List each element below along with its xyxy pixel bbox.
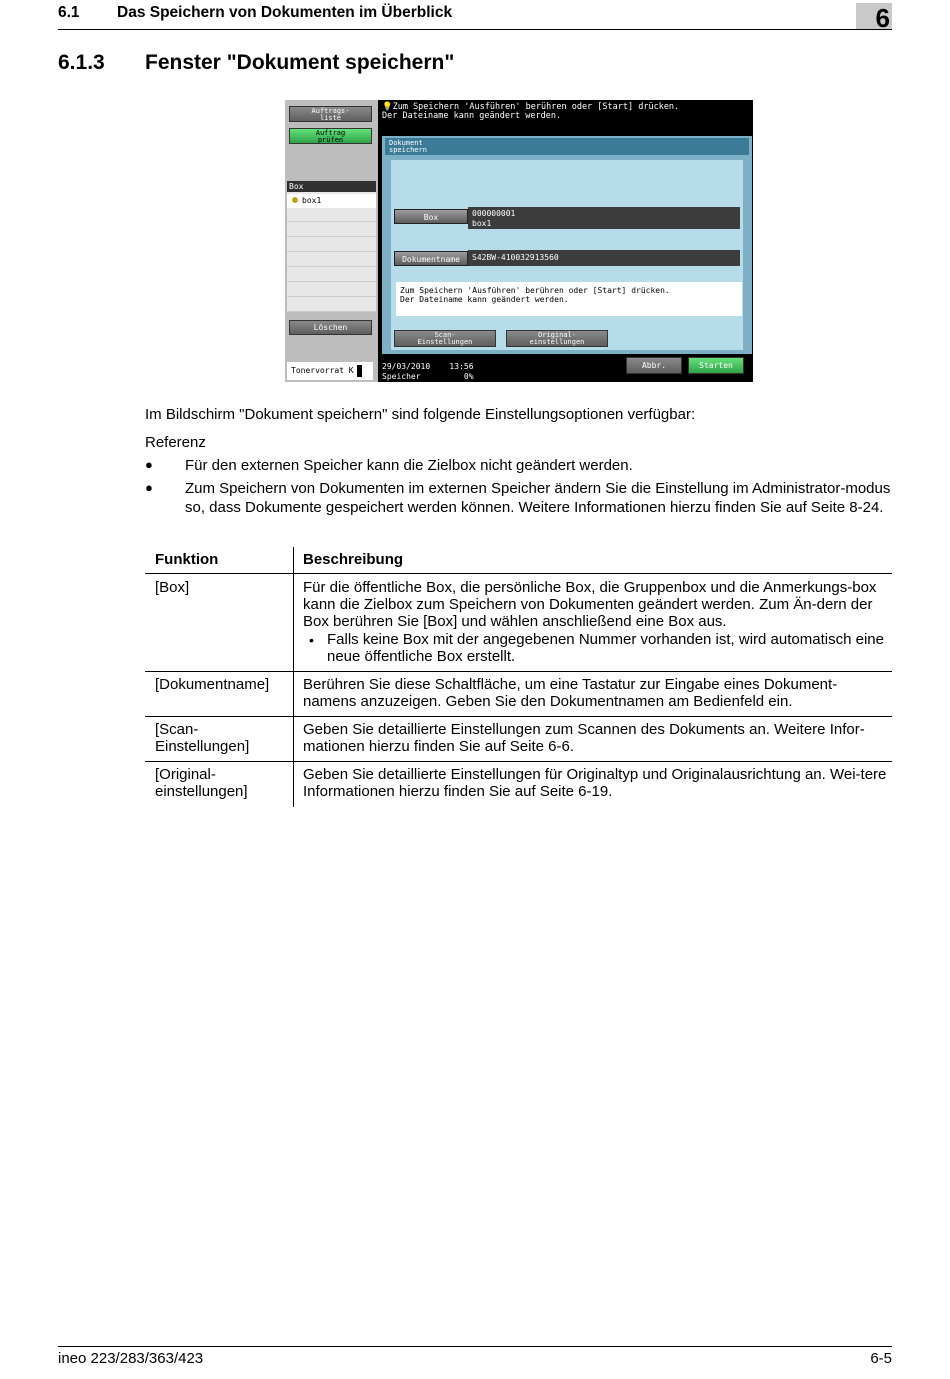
box-item-label: box1 bbox=[302, 196, 322, 205]
table-header-description: Beschreibung bbox=[303, 551, 404, 568]
box-list-item[interactable] bbox=[287, 194, 376, 208]
lightbulb-icon: 💡 bbox=[382, 102, 393, 112]
message-area bbox=[382, 103, 750, 131]
reference-label: Referenz bbox=[145, 434, 206, 451]
heading-title: Fenster "Dokument speichern" bbox=[145, 51, 455, 74]
toner-label: Tonervorrat K bbox=[291, 366, 354, 375]
table-cell-description: Geben Sie detaillierte Einstellungen zum Scannen des Dokuments an. Weitere Infor-mationen hierzu finden Sie auf Seite 6-6. bbox=[303, 721, 865, 755]
footer-model: ineo 223/283/363/423 bbox=[58, 1350, 204, 1367]
document-name-value: S42BW-410032913560 bbox=[468, 250, 740, 266]
footer-rule bbox=[58, 1346, 892, 1347]
sub-bullet-text: Falls keine Box mit der angegebenen Nummer vorhanden ist, wird automatisch eine neue öffentliche Box erstellt. bbox=[327, 631, 884, 665]
save-document-panel bbox=[382, 136, 752, 354]
box-list-header: Box bbox=[287, 181, 376, 192]
table-cell-description: Berühren Sie diese Schaltfläche, um eine Tastatur zur Eingabe eines Dokument-namens anzuzeigen. Geben Sie den Dokumentnamen am Bedienfeld ein. bbox=[303, 676, 838, 710]
sub-bullet-marker: • bbox=[309, 632, 314, 648]
message-text: Zum Speichern 'Ausführen' berühren oder [Start] drücken. Der Dateiname kann geändert werden. bbox=[382, 102, 680, 121]
table-rule bbox=[145, 761, 892, 762]
left-panel bbox=[285, 100, 378, 382]
panel-title: Dokument speichern bbox=[385, 138, 749, 155]
box-button[interactable]: Box bbox=[394, 209, 468, 224]
delete-button[interactable]: Löschen bbox=[289, 320, 372, 335]
table-cell-function: [Dokumentname] bbox=[155, 676, 270, 693]
cancel-button[interactable]: Abbr. bbox=[626, 357, 682, 374]
heading-number: 6.1.3 bbox=[58, 51, 105, 74]
section-title: Das Speichern von Dokumenten im Überblick bbox=[117, 4, 453, 21]
header-rule bbox=[58, 29, 892, 30]
toner-level-bar bbox=[357, 365, 362, 377]
table-rule bbox=[145, 716, 892, 717]
table-cell-description: Geben Sie detaillierte Einstellungen für Originaltyp und Originalausrichtung an. Wei-tere Informationen hierzu finden Sie auf Seite 6-19. bbox=[303, 766, 887, 800]
original-settings-button[interactable]: Original- einstellungen bbox=[506, 330, 608, 347]
table-rule bbox=[145, 573, 892, 574]
start-button[interactable]: Starten bbox=[688, 357, 744, 374]
bullet-text: Zum Speichern von Dokumenten im externen Speicher ändern Sie die Einstellung im Administrator-modus so, dass Dokumente gespeichert werden können. Weitere Informationen hierzu finden Sie auf Seite 8-24. bbox=[185, 480, 891, 516]
table-header-function: Funktion bbox=[155, 551, 219, 568]
table-cell-function: [Original- einstellungen] bbox=[155, 766, 248, 800]
intro-text: Im Bildschirm "Dokument speichern" sind folgende Einstellungsoptionen verfügbar: bbox=[145, 406, 696, 423]
table-cell-description: Für die öffentliche Box, die persönliche Box, die Gruppenbox und die Anmerkungs-box kann die Zielbox zum Speichern von Dokumenten geändert werden. Zum Än-dern der Box berühren Sie [Box] und wählen anschließend eine Box aus. bbox=[303, 579, 877, 630]
table-cell-function: [Scan- Einstellungen] bbox=[155, 721, 250, 755]
bullet-marker: ● bbox=[145, 457, 153, 472]
document-name-button[interactable]: Dokumentname bbox=[394, 251, 468, 266]
section-number: 6.1 bbox=[58, 4, 80, 21]
device-screenshot bbox=[285, 100, 753, 382]
box-value: 000000001 box1 bbox=[468, 207, 740, 229]
table-column-divider bbox=[293, 547, 294, 807]
bullet-text: Für den externen Speicher kann die Zielbox nicht geändert werden. bbox=[185, 457, 633, 474]
status-bar: 29/03/2010 13:56 Speicher 0% bbox=[382, 362, 474, 381]
box-list bbox=[287, 192, 376, 312]
scan-settings-button[interactable]: Scan- Einstellungen bbox=[394, 330, 496, 347]
toner-indicator bbox=[287, 362, 373, 380]
table-cell-function: [Box] bbox=[155, 579, 190, 596]
job-list-button[interactable]: Auftrags- liste bbox=[289, 106, 372, 122]
footer-page-number: 6-5 bbox=[870, 1350, 892, 1367]
check-job-button[interactable]: Auftrag prüfen bbox=[289, 128, 372, 144]
chapter-number: 6 bbox=[856, 3, 892, 30]
info-note: Zum Speichern 'Ausführen' berühren oder [Start] drücken. Der Dateiname kann geändert werden. bbox=[396, 282, 742, 316]
table-rule bbox=[145, 671, 892, 672]
box-icon bbox=[292, 197, 298, 203]
bullet-marker: ● bbox=[145, 480, 153, 495]
